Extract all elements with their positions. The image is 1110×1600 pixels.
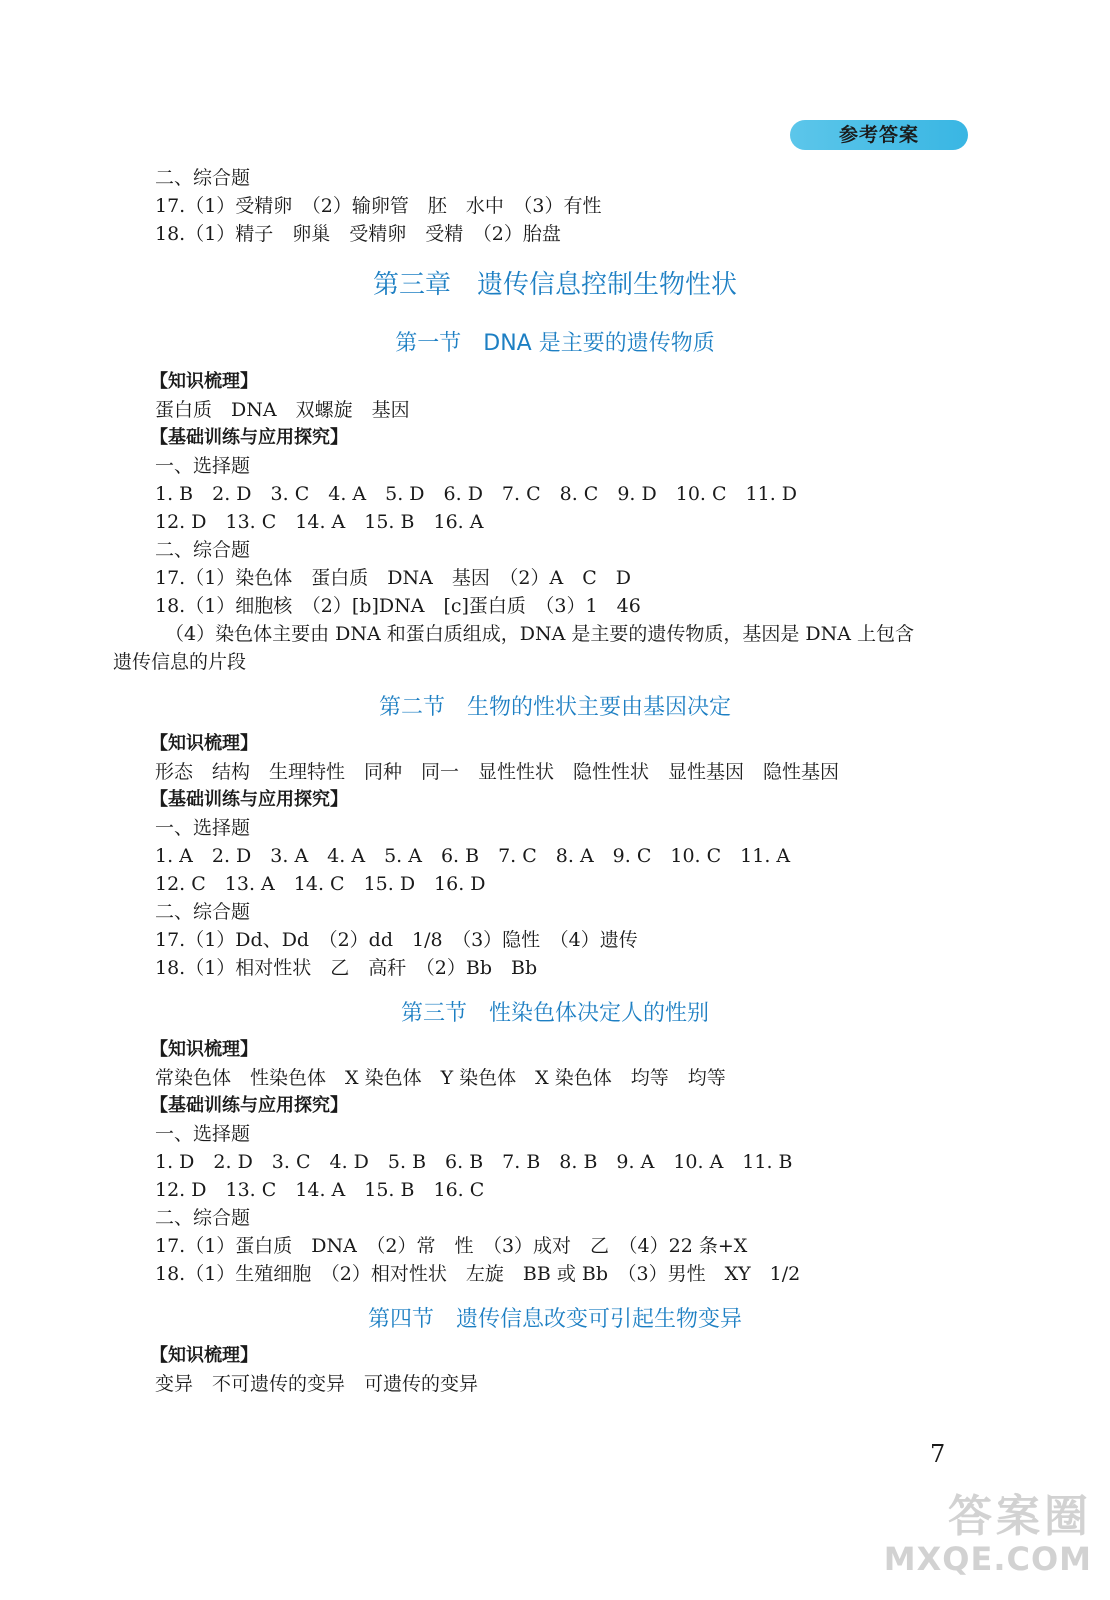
basic-training-label: 【基础训练与应用探究】: [150, 1095, 348, 1116]
watermark-logo: [883, 1491, 1092, 1578]
answer-line: 遗传信息的片段: [113, 651, 247, 673]
answer-line: 18.（1）细胞核 （2）[b]DNA [c]蛋白质 （3）1 46: [155, 595, 641, 617]
answer-line: 1. D 2. D 3. C 4. D 5. B 6. B 7. B 8. B 9. A 10. A 11. B: [155, 1151, 793, 1173]
section-title-3: 第三节 性染色体决定人的性别: [400, 1001, 709, 1026]
answer-line: 1. B 2. D 3. C 4. A 5. D 6. D 7. C 8. C 9. D 10. C 11. D: [155, 483, 798, 505]
answer-line: 形态 结构 生理特性 同种 同一 显性性状 隐性性状 显性基因 隐性基因: [155, 761, 840, 783]
answer-line: 变异 不可遗传的变异 可遗传的变异: [155, 1373, 479, 1395]
answer-line: 17.（1）受精卵 （2）输卵管 胚 水中 （3）有性: [155, 195, 602, 217]
watermark-text: 答案圈: [948, 1491, 1092, 1542]
heading-comprehensive: 二、综合题: [155, 901, 251, 923]
answer-line: 18.（1）精子 卵巢 受精卵 受精 （2）胎盘: [155, 223, 561, 245]
knowledge-review-label: 【知识梳理】: [150, 371, 258, 392]
basic-training-label: 【基础训练与应用探究】: [150, 427, 348, 448]
answer-line: 12. C 13. A 14. C 15. D 16. D: [155, 873, 486, 895]
answer-line: （4）染色体主要由 DNA 和蛋白质组成，DNA 是主要的遗传物质，基因是 DNA 上包含: [165, 623, 915, 645]
answer-line: 17.（1）蛋白质 DNA （2）常 性 （3）成对 乙 （4）22 条+X: [155, 1235, 748, 1257]
heading-comprehensive: 二、综合题: [155, 539, 251, 561]
answer-key-badge: 参考答案: [790, 120, 968, 150]
heading-comprehensive: 二、综合题: [155, 1207, 251, 1229]
heading-comprehensive: 二、综合题: [155, 167, 251, 189]
answer-line: 18.（1）相对性状 乙 高秆 （2）Bb Bb: [155, 957, 538, 979]
answer-line: 1. A 2. D 3. A 4. A 5. A 6. B 7. C 8. A 9. C 10. C 11. A: [155, 845, 791, 867]
section-title-2: 第二节 生物的性状主要由基因决定: [378, 695, 731, 720]
answer-line: 蛋白质 DNA 双螺旋 基因: [155, 399, 410, 421]
section-title-1: 第一节 DNA 是主要的遗传物质: [395, 331, 715, 356]
answer-line: 18.（1）生殖细胞 （2）相对性状 左旋 BB 或 Bb （3）男性 XY 1/2: [155, 1263, 801, 1285]
heading-choice: 一、选择题: [155, 1123, 251, 1145]
answer-line: 12. D 13. C 14. A 15. B 16. C: [155, 1179, 485, 1201]
chapter-title: 第三章 遗传信息控制生物性状: [372, 270, 737, 300]
answer-line: 17.（1）Dd、Dd （2）dd 1/8 （3）隐性 （4）遗传: [155, 929, 638, 951]
heading-choice: 一、选择题: [155, 455, 251, 477]
heading-choice: 一、选择题: [155, 817, 251, 839]
basic-training-label: 【基础训练与应用探究】: [150, 789, 348, 810]
page-number: 7: [930, 1440, 946, 1468]
section-title-4: 第四节 遗传信息改变可引起生物变异: [367, 1307, 742, 1332]
knowledge-review-label: 【知识梳理】: [150, 1039, 258, 1060]
answer-line: 17.（1）染色体 蛋白质 DNA 基因 （2）A C D: [155, 567, 631, 589]
answer-line: 12. D 13. C 14. A 15. B 16. A: [155, 511, 484, 533]
knowledge-review-label: 【知识梳理】: [150, 1345, 258, 1366]
watermark-url: MXQE.COM: [883, 1540, 1092, 1578]
answer-line: 常染色体 性染色体 X 染色体 Y 染色体 X 染色体 均等 均等: [155, 1067, 726, 1089]
knowledge-review-label: 【知识梳理】: [150, 733, 258, 754]
